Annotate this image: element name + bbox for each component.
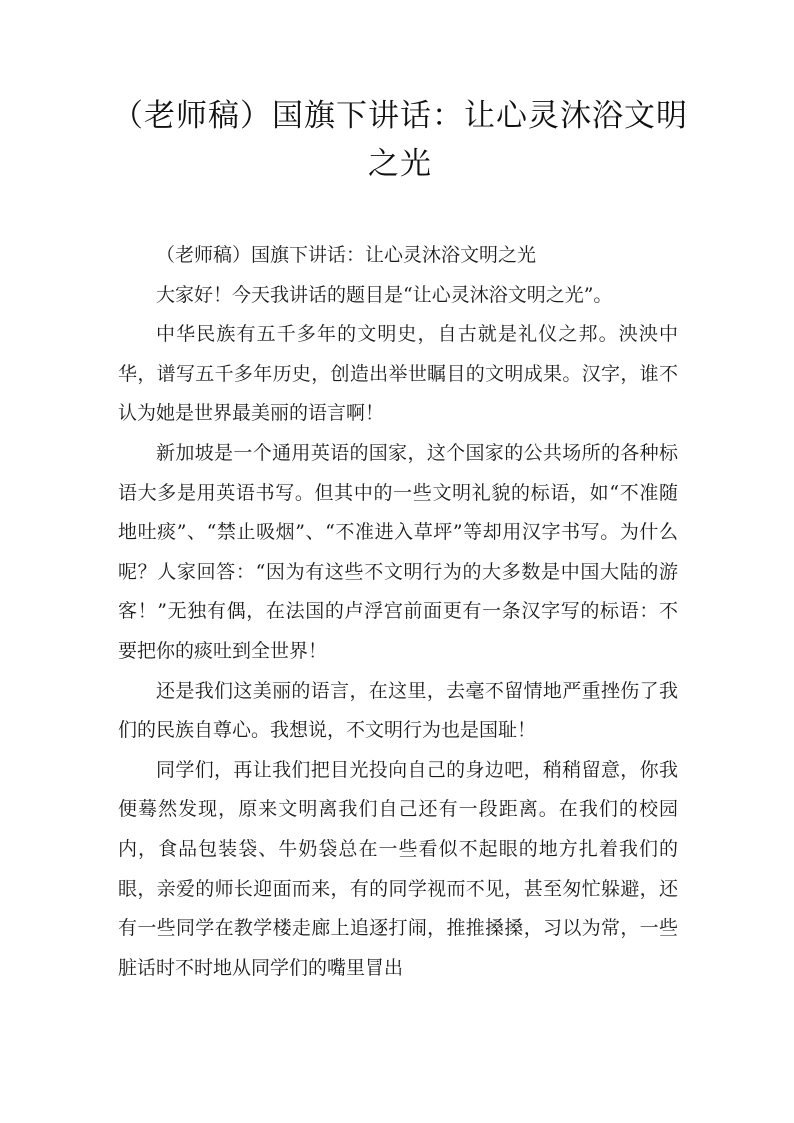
- paragraph-national-shame: 还是我们这美丽的语言，在这里，去毫不留情地严重挫伤了我们的民族自尊心。我想说，不文明行为也是国耻！: [118, 679, 678, 742]
- paragraph-civilization-history: 中华民族有五千多年的文明史，自古就是礼仪之邦。泱泱中华，谱写五千多年历史，创造出举世瞩目的文明成果。汉字，谁不认为她是世界最美丽的语言啊！: [118, 323, 678, 425]
- document-body: [118, 236, 678, 988]
- paragraph-singapore-signs: 新加坡是一个通用英语的国家，这个国家的公共场所的各种标语大多是用英语书写。但其中的一些文明礼貌的标语，如“不准随地吐痰”、“禁止吸烟”、“不准进入草坪”等却用汉字书写。为什么呢？人家回答：“因为有这些不文明行为的大多数是中国大陆的游客！”无独有偶，在法国的卢浮宫前面更有一条汉字写的标语：不要把你的痰吐到全世界！: [118, 441, 678, 662]
- paragraph-campus-behavior: 同学们，再让我们把目光投向自己的身边吧，稍稍留意，你我便蓦然发现，原来文明离我们自己还有一段距离。在我们的校园内，食品包装袋、牛奶袋总在一些看似不起眼的地方扎着我们的眼，亲爱的师长迎面而来，有的同学视而不见，甚至匆忙躲避，还有一些同学在教学楼走廊上追逐打闹，推推搡搡，习以为常，一些脏话时不时地从同学们的嘴里冒出: [118, 758, 678, 979]
- paragraph-subtitle: （老师稿）国旗下讲话：让心灵沐浴文明之光: [156, 244, 537, 266]
- paragraph-greeting: 大家好！今天我讲话的题目是“让心灵沐浴文明之光”。: [156, 283, 613, 306]
- document-title: （老师稿）国旗下讲话：让心灵沐浴文明之光: [112, 98, 688, 182]
